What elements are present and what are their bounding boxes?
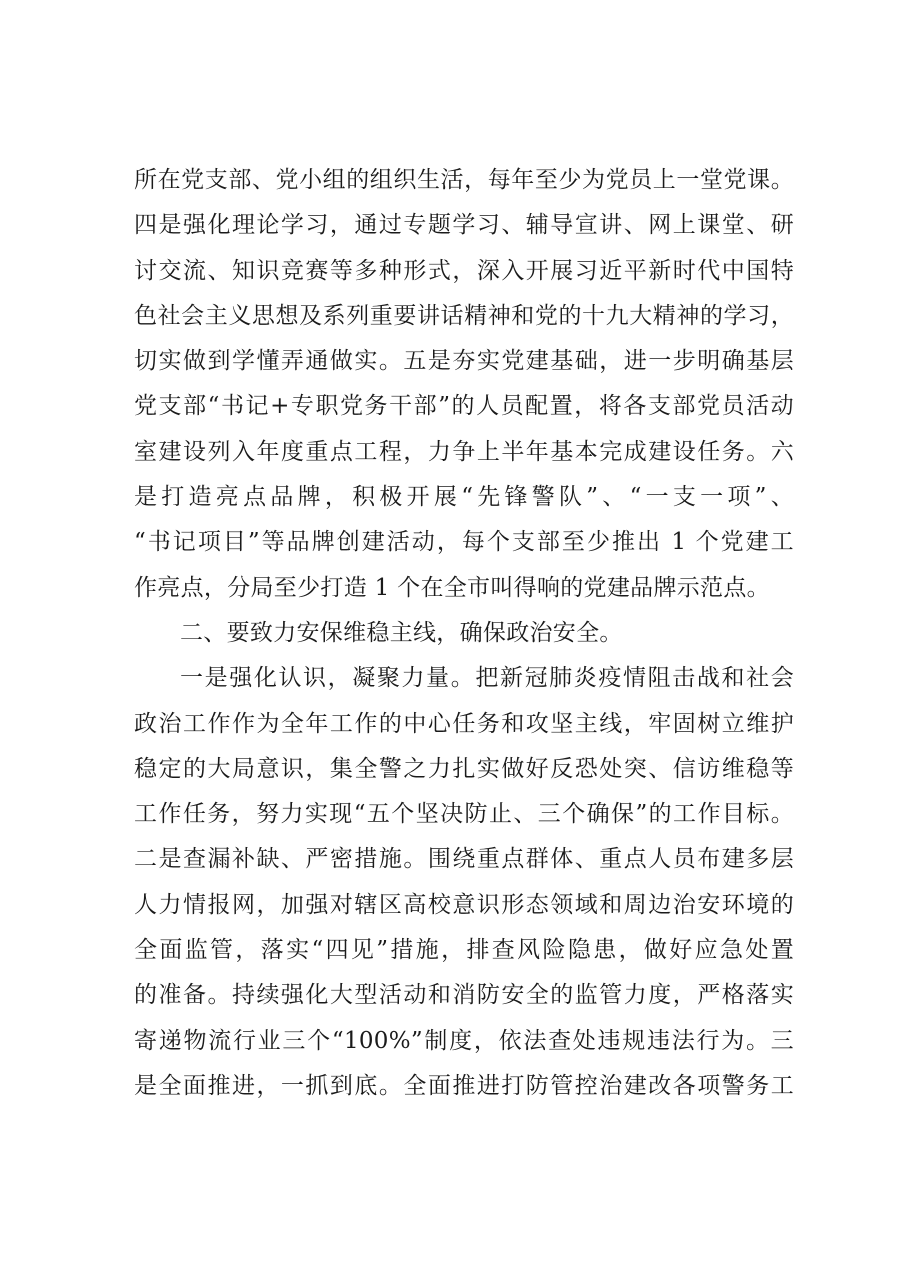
text-line: 二是查漏补缺、严密措施。围绕重点群体、重点人员布建多层: [134, 846, 794, 873]
text-line: 色社会主义思想及系列重要讲话精神和党的十九大精神的学习，: [134, 302, 794, 329]
document-body: [134, 158, 794, 1109]
text-line: 寄递物流行业三个“100%”制度，依法查处违规违法行为。三: [134, 1027, 794, 1054]
text-line: 室建设列入年度重点工程，力争上半年基本完成建设任务。六: [134, 438, 794, 465]
text-line: 人力情报网，加强对辖区高校意识形态领域和周边治安环境的: [134, 891, 794, 918]
text-line: 讨交流、知识竞赛等多种形式，深入开展习近平新时代中国特: [134, 257, 794, 284]
text-line: 全面监管，落实“四见”措施，排查风险隐患，做好应急处置: [134, 937, 794, 964]
text-line: 工作任务，努力实现“五个坚决防止、三个确保”的工作目标。: [134, 801, 794, 828]
text-line: “书记项目”等品牌创建活动，每个支部至少推出 1 个党建工: [134, 529, 794, 556]
text-line: 政治工作作为全年工作的中心任务和攻坚主线，牢固树立维护: [134, 710, 794, 737]
text-line: 是打造亮点品牌，积极开展“先锋警队”、“一支一项”、: [134, 484, 794, 511]
section-heading: 二、要致力安保维稳主线，确保政治安全。: [180, 619, 623, 646]
text-line: 党支部“书记+专职党务干部”的人员配置，将各支部党员活动: [134, 393, 794, 420]
text-line: 所在党支部、党小组的组织生活，每年至少为党员上一堂党课。: [134, 167, 794, 193]
text-line: 四是强化理论学习，通过专题学习、辅导宣讲、网上课堂、研: [134, 212, 794, 239]
text-line: 的准备。持续强化大型活动和消防安全的监管力度，严格落实: [134, 982, 794, 1009]
text-line: 一是强化认识，凝聚力量。把新冠肺炎疫情阻击战和社会: [180, 665, 794, 692]
text-line: 是全面推进，一抓到底。全面推进打防管控治建改各项警务工: [134, 1072, 794, 1099]
text-line: 作亮点，分局至少打造 1 个在全市叫得响的党建品牌示范点。: [134, 574, 770, 601]
text-line: 切实做到学懂弄通做实。五是夯实党建基础，进一步明确基层: [134, 348, 794, 375]
text-line: 稳定的大局意识，集全警之力扎实做好反恐处突、信访维稳等: [134, 755, 794, 782]
